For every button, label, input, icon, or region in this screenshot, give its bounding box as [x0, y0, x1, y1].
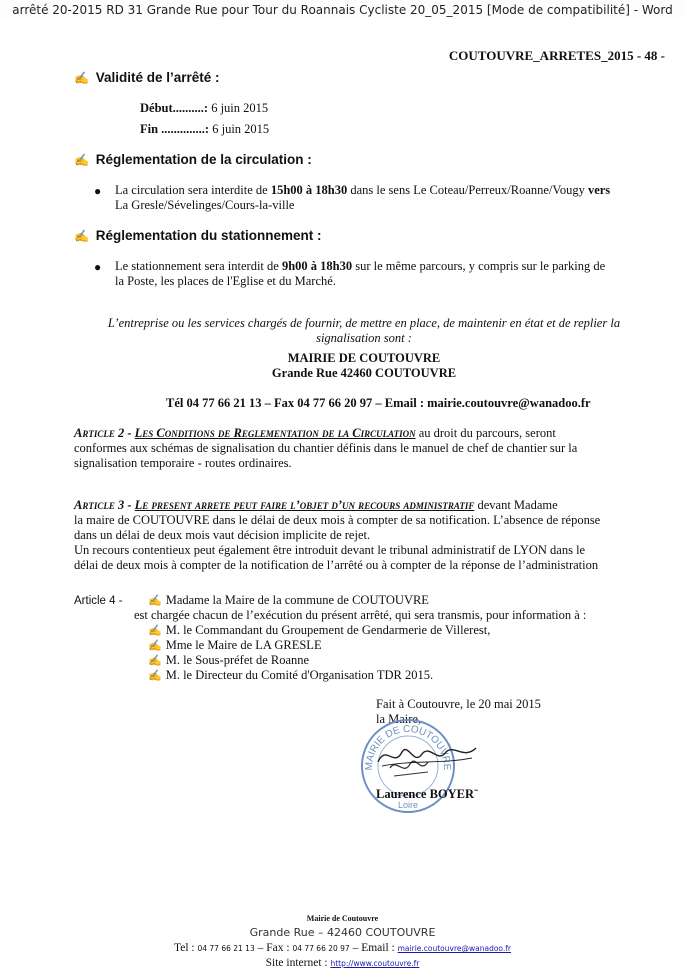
pen-icon: ✍ — [148, 655, 162, 667]
recipient-2 — [148, 638, 322, 654]
end-date — [140, 122, 269, 137]
pen-icon: ✍ — [148, 670, 162, 682]
footer-site-label: Site internet : — [265, 957, 331, 969]
footer-site-link[interactable]: http://www.coutouvre.fr — [330, 959, 420, 968]
footer-email-link[interactable]: mairie.coutouvre@wanadoo.fr — [397, 944, 511, 953]
end-value: 6 juin 2015 — [209, 122, 270, 136]
footer-fax: 04 77 66 20 97 — [292, 944, 350, 953]
place-date: Fait à Coutouvre, le 20 mai 2015 — [376, 697, 541, 711]
footer-fax-label: – Fax : — [254, 942, 293, 954]
circulation-text-c: dans le sens Le Coteau/Perreux/Roanne/Vougy — [347, 183, 588, 197]
footer-tel-label: Tel : — [174, 942, 198, 954]
mayor-name-text: Laurence BOYER — [376, 787, 475, 801]
start-date — [140, 101, 268, 116]
article-2-label: Article 2 - — [74, 426, 135, 440]
article-3-line4: Un recours contentieux peut également être introduit devant le tribunal administratif de LYON dans le — [74, 543, 586, 557]
article-3-line1: devant Madame — [474, 498, 558, 512]
article-4-label: Article 4 - — [74, 595, 123, 607]
circulation-heading — [74, 152, 312, 167]
bullet-icon: ● — [94, 260, 102, 274]
footer-title: Mairie de Coutouvre — [306, 914, 379, 923]
recipient-3 — [148, 653, 309, 669]
footer-contact — [0, 942, 685, 954]
circulation-heading-text: Réglementation de la circulation : — [95, 152, 312, 167]
signage-org-block — [74, 351, 654, 381]
pen-icon: ✍ — [148, 595, 162, 607]
footer-tel: 04 77 66 21 13 — [197, 944, 255, 953]
recipient-1-text: M. le Commandant du Groupement de Gendarmerie de Villerest, — [165, 623, 491, 637]
parking-hours: 9h00 à 18h30 — [281, 259, 353, 273]
window-title: arrêté 20-2015 RD 31 Grande Rue pour Tour du Roannais Cycliste 20_05_2015 [Mode de compatibilité] - Word — [0, 0, 685, 20]
parking-heading-text: Réglementation du stationnement : — [95, 228, 322, 243]
signage-contact: Tél 04 77 66 21 13 – Fax 04 77 66 20 97 – Email : mairie.coutouvre@wanadoo.fr — [166, 396, 591, 410]
mayor-name — [376, 787, 478, 802]
bullet-icon: ● — [94, 184, 102, 198]
parking-text — [115, 259, 645, 289]
parking-text-c: sur le même parcours, y compris sur le parking de — [352, 259, 606, 273]
circulation-text-a: La circulation sera interdite de — [115, 183, 271, 197]
article-3-line3: dans un délai de deux mois vaut décision implicite de rejet. — [74, 528, 371, 542]
article-4-line2: est chargée chacun de l’exécution du présent arrêté, qui sera transmis, pour information à : — [134, 608, 587, 622]
recipient-4-text: M. le Directeur du Comité d'Organisation TDR 2015. — [165, 668, 434, 682]
article-2-line3: signalisation temporaire - routes ordinaires. — [74, 456, 292, 470]
recipient-1 — [148, 623, 490, 639]
pen-icon: ✍ — [74, 71, 89, 85]
circulation-hours: 15h00 à 18h30 — [270, 183, 348, 197]
pen-icon: ✍ — [148, 625, 162, 637]
signage-line2: signalisation sont : — [316, 331, 412, 345]
stamp-top-text: MAIRIE DE COUTOUVRE — [363, 723, 453, 771]
article-4-line1-text: Madame la Maire de la commune de COUTOUVRE — [165, 593, 429, 607]
circulation-text — [115, 183, 645, 213]
pen-icon: ✍ — [74, 153, 89, 167]
article-2-title: Les Conditions de Reglementation de la Circulation — [134, 426, 416, 440]
signage-org: MAIRIE DE COUTOUVRE — [287, 351, 441, 365]
start-value: 6 juin 2015 — [208, 101, 269, 115]
parking-text-a: Le stationnement sera interdit de — [115, 259, 282, 273]
signage-address: Grande Rue 42460 COUTOUVRE — [271, 366, 457, 380]
article-4-line1 — [148, 593, 429, 609]
circulation-text-e: La Gresle/Sévelinges/Cours-la-ville — [115, 198, 295, 212]
article-2 — [74, 426, 639, 471]
mayor-role: la Maire, — [376, 712, 422, 726]
parking-text-d: la Poste, les places de l'Eglise et du Marché. — [115, 274, 336, 288]
footer-email-label: – Email : — [349, 942, 398, 954]
article-3-line2: la maire de COUTOUVRE dans le délai de deux mois à compter de sa notification. L’absence de réponse — [74, 513, 601, 527]
end-label: Fin ..............: — [140, 122, 210, 136]
pen-icon: ✍ — [74, 229, 89, 243]
validity-heading-text: Validité de l’arrêté : — [95, 70, 220, 85]
parking-heading — [74, 228, 321, 243]
recipient-4 — [148, 668, 433, 684]
start-label: Début..........: — [140, 101, 209, 115]
recipient-2-text: Mme le Maire de LA GRESLE — [165, 638, 322, 652]
document-reference: COUTOUVRE_ARRETES_2015 - 48 - — [448, 48, 665, 63]
article-2-line2: conformes aux schémas de signalisation du chantier définis dans le manuel de chef de chantier sur la — [74, 441, 578, 455]
signature-flourish: ˜ — [474, 787, 479, 801]
circulation-vers: vers — [587, 183, 611, 197]
article-3-label: Article 3 - — [74, 498, 135, 512]
footer-address: Grande Rue – 42460 COUTOUVRE — [249, 926, 436, 939]
signage-line1: L’entreprise ou les services chargés de fournir, de mettre en place, de maintenir en état et de replier la — [107, 316, 621, 330]
footer-site — [0, 957, 685, 969]
pen-icon: ✍ — [148, 640, 162, 652]
validity-heading — [74, 70, 220, 85]
article-3-line5: délai de deux mois à compter de la notification de l’arrêté ou à compter de la réponse de l’administration — [74, 558, 599, 572]
article-3 — [74, 498, 639, 573]
signage-intro — [74, 316, 654, 346]
recipient-3-text: M. le Sous-préfet de Roanne — [165, 653, 310, 667]
article-2-line1: au droit du parcours, seront — [415, 426, 556, 440]
stamp-bottom-text: Loire — [397, 800, 419, 810]
handwritten-signature — [372, 738, 482, 774]
article-3-title: Le present arrete peut faire l’objet d’un recours administratif — [134, 498, 475, 512]
